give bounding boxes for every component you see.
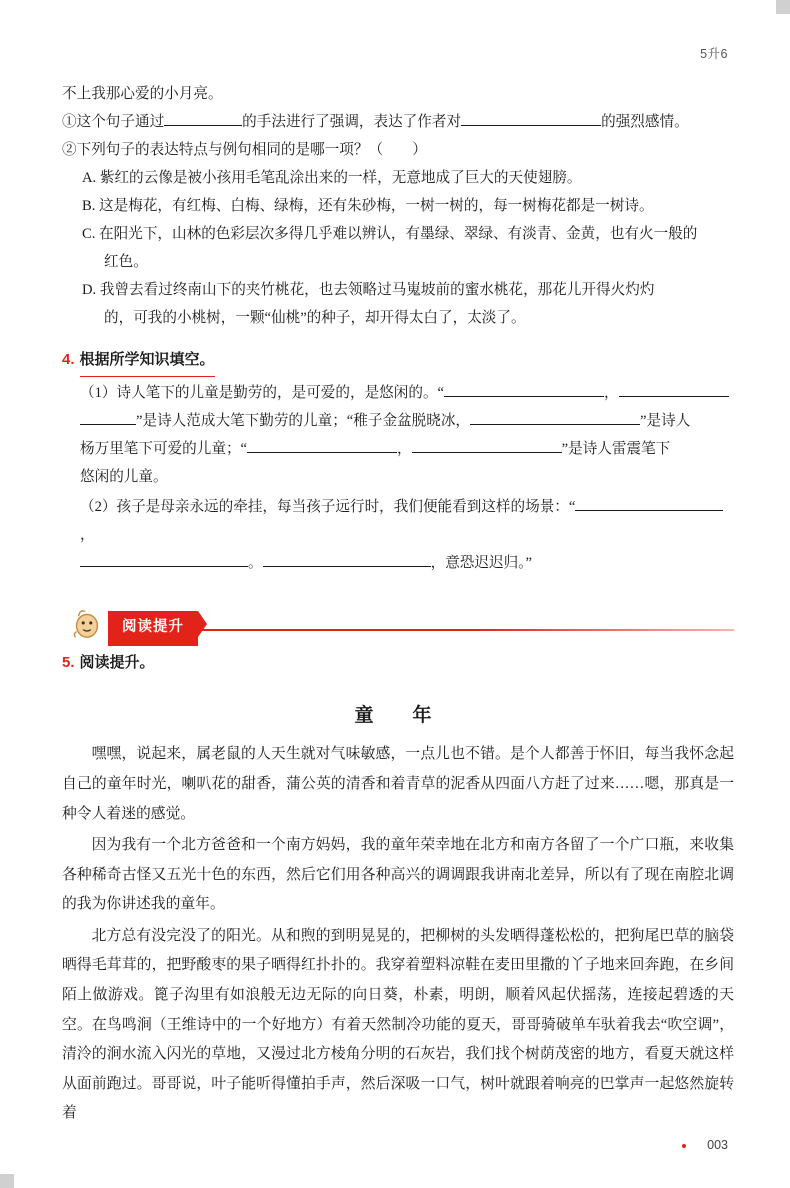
q4-1-text-3: ”是诗人 <box>640 412 691 429</box>
option-c-text-cont: 红色。 <box>104 254 148 271</box>
q4-1-text-5: ”是诗人雷震笔下 <box>561 440 671 457</box>
q4-2-line-2 <box>80 549 734 577</box>
continued-sentence: 不上我那心爱的小月亮。 <box>62 86 223 102</box>
option-b-label: B. <box>82 198 96 215</box>
q4-2-text-3: ，意恐迟迟归。” <box>430 555 532 572</box>
question-4-item-1 <box>80 379 734 491</box>
q4-1-blank-6[interactable] <box>412 437 562 453</box>
q4-1-blank-4[interactable] <box>470 409 640 425</box>
question-4-item-2 <box>80 493 734 577</box>
q4-1-text-4: 杨万里笔下可爱的儿童；“ <box>80 440 248 457</box>
q4-1-blank-2[interactable] <box>619 381 729 397</box>
q1-text-part2: 的手法进行了强调，表达了作者对 <box>242 114 462 131</box>
q4-1-blank-3[interactable] <box>80 409 136 425</box>
article-paragraph-3: 北方总有没完没了的阳光。从和煦的到明晃晃的，把柳树的头发晒得蓬松松的，把狗尾巴草的脑袋晒得毛茸茸的，把野酸枣的果子晒得红扑扑的。我穿着塑料凉鞋在麦田里撒的丫子地来回奔跑，在乡间陌上做游戏。篦子沟里有如浪般无边无际的向日葵，朴素，明朗，顺着风起伏摇荡，连接起碧透的天空。在鸟鸣涧（王维诗中的一个好地方）有着天然制冷功能的夏天，哥哥骑破单车驮着我去“吹空调”，清泠的涧水流入闪光的草地，又漫过北方棱角分明的石灰岩，我们找个树荫茂密的地方，看夏天就这样从面前跑过。哥哥说，叶子能听得懂拍手声，然后深吸一口气，树叶就跟着响亮的巴掌声一起悠然旋转着 <box>62 927 734 1122</box>
option-a[interactable] <box>82 164 734 192</box>
article-paragraph-2: 因为我有一个北方爸爸和一个南方妈妈，我的童年荣幸地在北方和南方各留了一个广口瓶，来收集各种稀奇古怪又五光十色的东西，然后它们用各种高兴的调调跟我讲南北差异，所以有了现在南腔北调的我为你讲述我的童年。 <box>62 837 734 913</box>
q4-2-text-2: 。 <box>248 555 263 572</box>
option-a-text: 紫红的云像是被小孩用毛笔乱涂出来的一样，无意地成了巨大的天使翅膀。 <box>99 170 582 187</box>
section-banner-reading <box>62 603 734 643</box>
question-2-prompt: ②下列句子的表达特点与例句相同的是哪一项？（ ） <box>62 142 427 159</box>
article-title: 童 年 <box>354 704 442 726</box>
option-d-text-cont: 的，可我的小桃树，一颗“仙桃”的种子，却开得太白了，太淡了。 <box>104 310 526 327</box>
option-b-text: 这是梅花，有红梅、白梅、绿梅，还有朱砂梅，一树一树的，每一树梅花都是一树诗。 <box>99 198 654 215</box>
q4-2-sep-1: ， <box>80 527 95 544</box>
banner-label-reading: 阅读提升 <box>108 611 198 646</box>
mascot-icon <box>68 603 106 641</box>
q4-2-line-1 <box>80 493 734 549</box>
q4-1-blank-1[interactable] <box>444 381 604 397</box>
page-number: 003 <box>707 1138 728 1152</box>
q4-1-line-2 <box>80 407 734 435</box>
option-d[interactable] <box>82 276 734 304</box>
page-number-dot-icon <box>682 1144 686 1148</box>
q4-1-line-1 <box>80 379 734 407</box>
question-4-heading <box>62 346 734 377</box>
header-grade-tag: 5升6 <box>700 47 728 61</box>
q1-text-part1: ①这个句子通过 <box>62 114 165 131</box>
question-4-number: 4. <box>62 351 75 369</box>
question-5-title: 阅读提升。 <box>79 655 155 672</box>
question-5-number: 5. <box>62 654 75 672</box>
question-1-fill-in <box>62 108 734 136</box>
option-d-text: 我曾去看过终南山下的夹竹桃花，也去领略过马嵬坡前的蜜水桃花，那花儿开得火灼灼 <box>99 282 655 299</box>
q4-1-sep-1: ， <box>604 384 619 401</box>
q4-1-line-4: 悠闲的儿童。 <box>80 468 168 485</box>
question-4-title: 根据所学知识填空。 <box>80 346 215 377</box>
article-paragraph-1: 嘿嘿，说起来，属老鼠的人天生就对气味敏感，一点儿也不错。是个人都善于怀旧，每当我怀念起自己的童年时光，喇叭花的甜香，蒲公英的清香和着青草的泥香从四面八方赶了过来……嗯，那真是一种令人着迷的感觉。 <box>62 746 734 822</box>
q4-1-sep-2: ， <box>397 440 412 457</box>
q4-2-blank-2[interactable] <box>80 551 248 567</box>
option-c-text: 在阳光下，山林的色彩层次多得几乎难以辨认，有墨绿、翠绿、有淡青、金黄，也有火一般的 <box>99 226 698 243</box>
q1-blank-1[interactable] <box>164 110 242 126</box>
q1-text-part3: 的强烈感情。 <box>601 114 689 131</box>
q4-1-line-3 <box>80 435 734 463</box>
option-b[interactable] <box>82 192 734 220</box>
corner-decoration-top-right <box>776 0 790 14</box>
q4-1-text-2: ”是诗人范成大笔下勤劳的儿童；“稚子金盆脱晓冰， <box>136 412 471 429</box>
question-5-heading <box>62 649 734 678</box>
corner-decoration-bottom-left <box>0 1174 14 1188</box>
q4-2-text-1: （2）孩子是母亲永远的牵挂，每当孩子远行时，我们便能看到这样的场景：“ <box>80 499 576 515</box>
option-d-label: D. <box>82 282 97 299</box>
q4-1-blank-5[interactable] <box>247 437 397 453</box>
option-a-label: A. <box>82 170 97 187</box>
option-c-label: C. <box>82 226 96 243</box>
option-c[interactable] <box>82 220 734 248</box>
q4-1-text-1: （1）诗人笔下的儿童是勤劳的，是可爱的，是悠闲的。“ <box>80 384 445 401</box>
q4-2-blank-1[interactable] <box>575 495 723 511</box>
banner-rule <box>154 629 734 631</box>
q1-blank-2[interactable] <box>461 110 601 126</box>
page-content <box>62 80 734 1129</box>
q4-2-blank-3[interactable] <box>263 551 431 567</box>
